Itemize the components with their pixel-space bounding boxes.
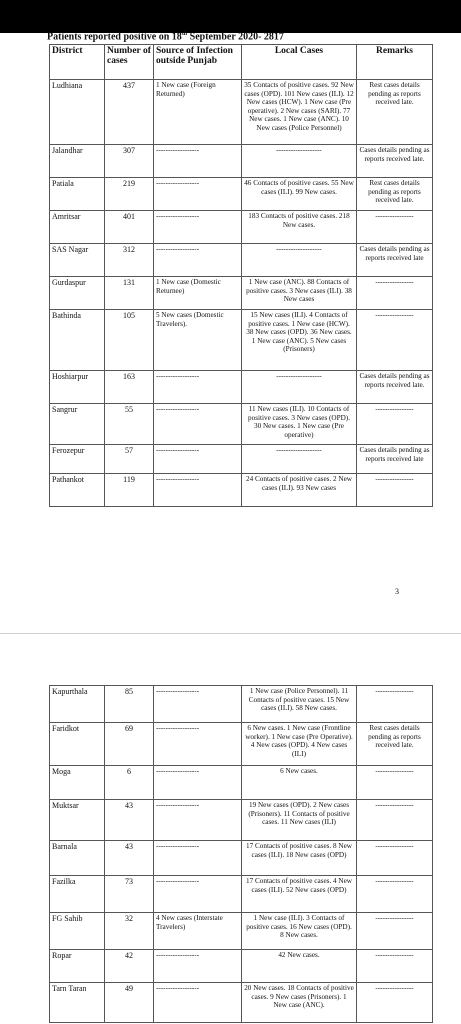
remarks-cell: Cases details pending as reports received late bbox=[357, 445, 433, 474]
remarks-cell: Rest cases details pending as reports received late. bbox=[357, 80, 433, 145]
local-cases-cell: 19 New cases (OPD). 2 New cases (Prisoners). 11 Contacts of positive cases. 11 New cases (ILI) bbox=[242, 800, 357, 841]
source-cell: ------------------ bbox=[154, 841, 242, 876]
remarks-cell: Cases details pending as reports received late. bbox=[357, 371, 433, 404]
local-cases-cell: ------------------- bbox=[242, 371, 357, 404]
table-row bbox=[50, 876, 433, 913]
table-row bbox=[50, 211, 433, 244]
remarks-cell: ---------------- bbox=[357, 686, 433, 723]
number-of-cases-cell: 401 bbox=[105, 211, 154, 244]
table-row bbox=[50, 686, 433, 723]
source-cell: ------------------ bbox=[154, 244, 242, 277]
district-cell: Jalandhar bbox=[50, 145, 105, 178]
local-cases-cell: ------------------- bbox=[242, 445, 357, 474]
source-cell: 1 New case (Foreign Returned) bbox=[154, 80, 242, 145]
number-of-cases-cell: 163 bbox=[105, 371, 154, 404]
remarks-cell: ---------------- bbox=[357, 404, 433, 445]
number-of-cases-cell: 32 bbox=[105, 913, 154, 950]
district-cell: Ferozepur bbox=[50, 445, 105, 474]
cases-table-page-2 bbox=[49, 685, 433, 1023]
local-cases-cell: 1 New case (ANC). 88 Contacts of positive cases. 3 New cases (ILI). 38 New cases bbox=[242, 277, 357, 310]
page-separator bbox=[0, 633, 461, 634]
remarks-cell: Rest cases details pending as reports received late. bbox=[357, 723, 433, 766]
number-of-cases-cell: 307 bbox=[105, 145, 154, 178]
table-row bbox=[50, 178, 433, 211]
source-cell: ------------------ bbox=[154, 723, 242, 766]
remarks-cell: Cases details pending as reports received late bbox=[357, 244, 433, 277]
table-row bbox=[50, 983, 433, 1023]
local-cases-cell: 20 New cases. 18 Contacts of positive cases. 9 New cases (Prisoners). 1 New case (ANC). bbox=[242, 983, 357, 1023]
local-cases-cell: 6 New cases. bbox=[242, 766, 357, 800]
district-cell: Faridkot bbox=[50, 723, 105, 766]
header-district: District bbox=[50, 45, 105, 80]
remarks-cell: ---------------- bbox=[357, 800, 433, 841]
table-row bbox=[50, 723, 433, 766]
page-number: 3 bbox=[395, 587, 399, 596]
table-row bbox=[50, 310, 433, 371]
district-cell: SAS Nagar bbox=[50, 244, 105, 277]
header-number-of-cases: Number of cases bbox=[105, 45, 154, 80]
local-cases-cell: 17 Contacts of positive cases. 4 New cases (ILI). 52 New cases (OPD) bbox=[242, 876, 357, 913]
remarks-cell: Rest cases details pending as reports received late. bbox=[357, 178, 433, 211]
source-cell: ------------------ bbox=[154, 686, 242, 723]
table-row bbox=[50, 404, 433, 445]
source-cell: 5 New cases (Domestic Travelers). bbox=[154, 310, 242, 371]
local-cases-cell: 46 Contacts of positive cases. 55 New cases (ILI). 99 New cases. bbox=[242, 178, 357, 211]
table-row bbox=[50, 913, 433, 950]
local-cases-cell: 1 New case (ILI). 3 Contacts of positive cases. 16 New cases (OPD). 8 New cases. bbox=[242, 913, 357, 950]
source-cell: ------------------ bbox=[154, 474, 242, 507]
local-cases-cell: 17 Contacts of positive cases. 8 New cases (ILI). 18 New cases (OPD) bbox=[242, 841, 357, 876]
local-cases-cell: ------------------- bbox=[242, 145, 357, 178]
source-cell: ------------------ bbox=[154, 766, 242, 800]
local-cases-cell: 24 Contacts of positive cases. 2 New cases (ILI). 93 New cases bbox=[242, 474, 357, 507]
remarks-cell: ---------------- bbox=[357, 277, 433, 310]
source-cell: 4 New cases (Interstate Travelers) bbox=[154, 913, 242, 950]
district-cell: Barnala bbox=[50, 841, 105, 876]
number-of-cases-cell: 57 bbox=[105, 445, 154, 474]
source-cell: ------------------ bbox=[154, 445, 242, 474]
table-row bbox=[50, 766, 433, 800]
source-cell: 1 New case (Domestic Returnee) bbox=[154, 277, 242, 310]
remarks-cell: ---------------- bbox=[357, 211, 433, 244]
number-of-cases-cell: 219 bbox=[105, 178, 154, 211]
district-cell: FG Sahib bbox=[50, 913, 105, 950]
district-cell: Sangrur bbox=[50, 404, 105, 445]
district-cell: Moga bbox=[50, 766, 105, 800]
number-of-cases-cell: 55 bbox=[105, 404, 154, 445]
source-cell: ------------------ bbox=[154, 371, 242, 404]
remarks-cell: ---------------- bbox=[357, 310, 433, 371]
remarks-cell: ---------------- bbox=[357, 841, 433, 876]
district-cell: Ludhiana bbox=[50, 80, 105, 145]
number-of-cases-cell: 43 bbox=[105, 841, 154, 876]
district-cell: Patiala bbox=[50, 178, 105, 211]
number-of-cases-cell: 69 bbox=[105, 723, 154, 766]
district-cell: Pathankot bbox=[50, 474, 105, 507]
number-of-cases-cell: 119 bbox=[105, 474, 154, 507]
district-cell: Ropar bbox=[50, 950, 105, 983]
local-cases-cell: 6 New cases. 1 New case (Frontline worker). 1 New case (Pre Operative). 4 New cases (OPD). 4 New cases (ILI) bbox=[242, 723, 357, 766]
local-cases-cell: 15 New cases (ILI). 4 Contacts of positive cases. 1 New case (HCW). 38 New cases (OPD). 36 New cases. 1 New case (ANC). 5 New cases (Prisoners) bbox=[242, 310, 357, 371]
number-of-cases-cell: 73 bbox=[105, 876, 154, 913]
district-cell: Gurdaspur bbox=[50, 277, 105, 310]
number-of-cases-cell: 6 bbox=[105, 766, 154, 800]
table-row bbox=[50, 841, 433, 876]
number-of-cases-cell: 42 bbox=[105, 950, 154, 983]
number-of-cases-cell: 312 bbox=[105, 244, 154, 277]
table-row bbox=[50, 474, 433, 507]
local-cases-cell: 35 Contacts of positive cases. 92 New cases (OPD). 101 New cases (ILI). 12 New cases (HCW). 1 New case (Pre operative). 2 New cases (SARI). 77 New cases. 1 New case (ANC). 10 New cases (Police Personnel) bbox=[242, 80, 357, 145]
district-cell: Kapurthala bbox=[50, 686, 105, 723]
district-cell: Muktsar bbox=[50, 800, 105, 841]
district-cell: Fazilka bbox=[50, 876, 105, 913]
table-row bbox=[50, 244, 433, 277]
district-cell: Hoshiarpur bbox=[50, 371, 105, 404]
number-of-cases-cell: 49 bbox=[105, 983, 154, 1023]
source-cell: ------------------ bbox=[154, 145, 242, 178]
table-row bbox=[50, 277, 433, 310]
remarks-cell: Cases details pending as reports received late. bbox=[357, 145, 433, 178]
remarks-cell: ---------------- bbox=[357, 950, 433, 983]
table-row bbox=[50, 445, 433, 474]
district-cell: Tarn Taran bbox=[50, 983, 105, 1023]
source-cell: ------------------ bbox=[154, 876, 242, 913]
source-cell: ------------------ bbox=[154, 211, 242, 244]
header-source: Source of Infection outside Punjab bbox=[154, 45, 242, 80]
table-row bbox=[50, 80, 433, 145]
local-cases-cell: 11 New cases (ILI). 10 Contacts of positive cases. 3 New cases (OPD). 30 New cases. 1 New case (Pre operative) bbox=[242, 404, 357, 445]
source-cell: ------------------ bbox=[154, 983, 242, 1023]
table-row bbox=[50, 371, 433, 404]
number-of-cases-cell: 105 bbox=[105, 310, 154, 371]
number-of-cases-cell: 437 bbox=[105, 80, 154, 145]
remarks-cell: ---------------- bbox=[357, 474, 433, 507]
local-cases-cell: 1 New case (Police Personnel). 11 Contacts of positive cases. 15 New cases (ILI). 58 New cases. bbox=[242, 686, 357, 723]
local-cases-cell: 42 New cases. bbox=[242, 950, 357, 983]
page-title: Patients reported positive on 18th September 2020- 2817 bbox=[47, 31, 284, 43]
remarks-cell: ---------------- bbox=[357, 983, 433, 1023]
number-of-cases-cell: 85 bbox=[105, 686, 154, 723]
source-cell: ------------------ bbox=[154, 178, 242, 211]
number-of-cases-cell: 131 bbox=[105, 277, 154, 310]
source-cell: ------------------ bbox=[154, 950, 242, 983]
source-cell: ------------------ bbox=[154, 800, 242, 841]
table-row bbox=[50, 950, 433, 983]
top-black-bar bbox=[0, 0, 461, 33]
table-row bbox=[50, 145, 433, 178]
header-remarks: Remarks bbox=[357, 45, 433, 80]
local-cases-cell: ------------------- bbox=[242, 244, 357, 277]
header-local-cases: Local Cases bbox=[242, 45, 357, 80]
remarks-cell: ---------------- bbox=[357, 913, 433, 950]
cases-table-page-1 bbox=[49, 44, 433, 507]
source-cell: ------------------ bbox=[154, 404, 242, 445]
table-row bbox=[50, 800, 433, 841]
district-cell: Amritsar bbox=[50, 211, 105, 244]
remarks-cell: ---------------- bbox=[357, 876, 433, 913]
remarks-cell: ---------------- bbox=[357, 766, 433, 800]
local-cases-cell: 183 Contacts of positive cases. 218 New cases. bbox=[242, 211, 357, 244]
district-cell: Bathinda bbox=[50, 310, 105, 371]
number-of-cases-cell: 43 bbox=[105, 800, 154, 841]
